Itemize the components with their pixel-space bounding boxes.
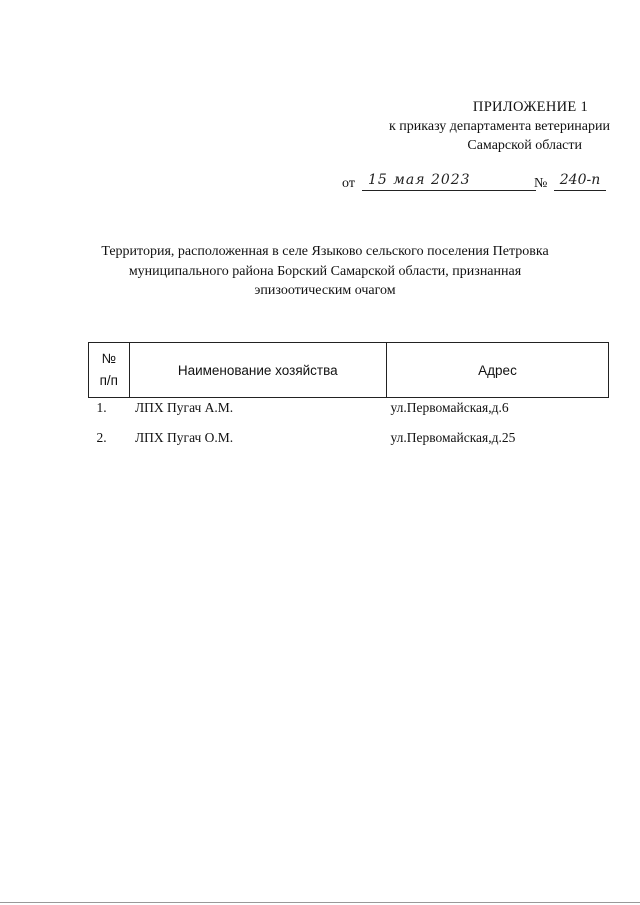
page-bottom-edge [0, 902, 640, 903]
header-address: Адрес [387, 343, 609, 398]
farms-table [88, 342, 609, 456]
from-label: от [342, 176, 355, 191]
title-line-3: эпизоотическим очагом [254, 283, 396, 298]
table-row [89, 426, 609, 456]
handwritten-number: 240-п [554, 172, 606, 191]
row-address: ул.Первомайская,д.6 [390, 400, 509, 415]
table-header-row [89, 343, 609, 398]
handwritten-date: 15 мая 2023 [362, 172, 536, 191]
header-number-sign: № [101, 351, 116, 366]
appendix-region: Самарской области [467, 138, 582, 153]
appendix-order-reference: к приказу департамента ветеринарии [388, 119, 610, 134]
number-label: № [534, 176, 548, 191]
appendix-title: ПРИЛОЖЕНИЕ 1 [472, 99, 588, 115]
header-number-pp: п/п [99, 373, 118, 388]
row-number: 2. [96, 430, 107, 445]
table-row [89, 398, 609, 427]
row-farm-name: ЛПХ Пугач О.М. [135, 430, 234, 445]
row-address: ул.Первомайская,д.25 [390, 430, 516, 445]
row-number: 1. [96, 400, 107, 415]
header-farm-name: Наименование хозяйства [129, 343, 387, 398]
order-date-line [342, 174, 606, 196]
title-line-1: Территория, расположенная в селе Языково сельского поселения Петровка [101, 244, 549, 259]
document-title [90, 242, 560, 301]
appendix-header [350, 98, 610, 155]
row-farm-name: ЛПХ Пугач А.М. [135, 400, 234, 415]
title-line-2: муниципального района Борский Самарской области, признанная [128, 263, 522, 279]
header-number [89, 343, 130, 398]
